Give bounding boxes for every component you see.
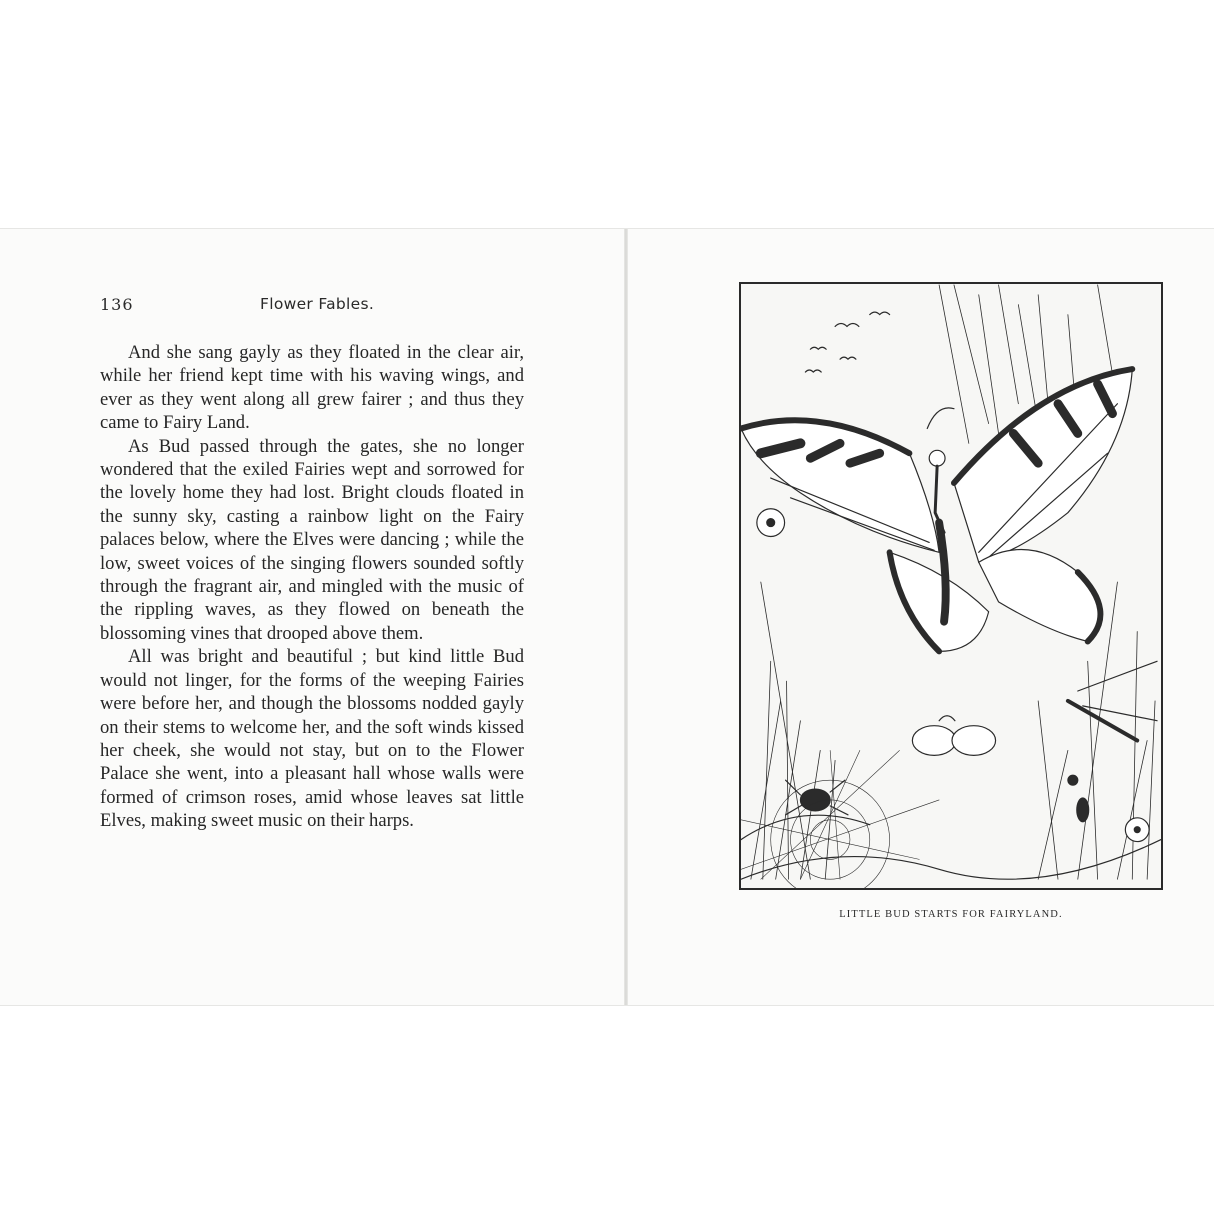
illustration-plate <box>739 282 1163 890</box>
butterfly-fairy-engraving-icon <box>741 284 1161 888</box>
page-number: 136 <box>100 295 134 314</box>
body-text <box>100 341 524 833</box>
paragraph: As Bud passed through the gates, she no longer wondered that the exiled Fairies wept and sorrowed for the lovely home they had lost. Bright clouds floated in the sunny sky, casting a rainbow light on the Fairy palaces below, where the Elves were dancing ; while the low, sweet voices of the singing flowers sounded softly through the fragrant air, and mingled with the music of the rippling waves, as they flowed on beneath the blossoming vines that drooped above them. <box>100 435 524 644</box>
left-page <box>0 229 624 1005</box>
paragraph: And she sang gayly as they floated in the clear air, while her friend kept time with his waving wings, and ever as they went along all grew fairer ; and thus they came to Fairy Land. <box>100 342 524 434</box>
running-head: Flower Fables. <box>260 295 375 313</box>
illustration-caption: LITTLE BUD STARTS FOR FAIRYLAND. <box>839 909 1063 920</box>
book-spread <box>0 228 1214 1006</box>
paragraph: All was bright and beautiful ; but kind little Bud would not linger, for the forms of the weeping Fairies were before her, and though the blossoms nodded gayly on their stems to welcome her, and the soft winds kissed her cheek, she would not stay, but on to the Flower Palace she went, into a pleasant hall whose walls were formed of crimson roses, amid whose leaves sat little Elves, making sweet music on their harps. <box>100 646 524 832</box>
right-page <box>628 229 1214 1005</box>
